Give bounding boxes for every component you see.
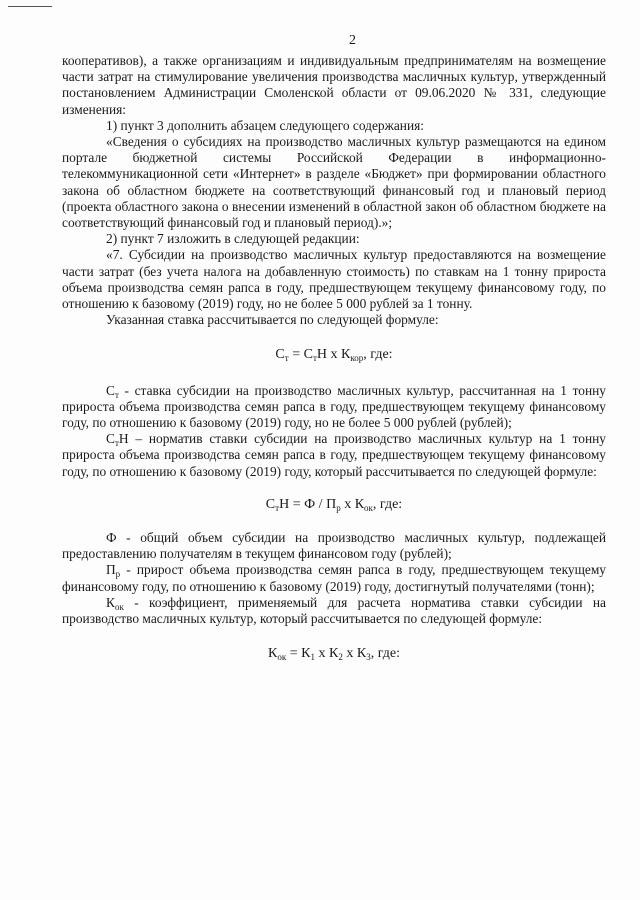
paragraph-intro: кооперативов), а также организациям и индивидуальным предпринимателям на возмещение части затрат на стимулирование увеличения производства масличных культур, утвержденный постановлением Администрации Смоленской области от 09.06.2020 № 331, следующие изменения: (62, 53, 606, 117)
paragraph-item-1: 1) пункт 3 дополнить абзацем следующего содержания: (106, 117, 425, 133)
definition-total-volume: Ф - общий объем субсидии на производство масличных культур, подлежащей предоставлению получателям в текущем финансовом году (рублей); (62, 530, 606, 562)
page-number: 2 (349, 33, 356, 48)
paragraph-formula-intro: Указанная ставка рассчитывается по следующей формуле: (106, 312, 439, 328)
definition-rate: $С_т$ - ставка субсидии на производство масличных культур, рассчитанная на 1 тонну прироста объема производства семян рапса в году, предшествующем текущему финансовому году, по отношению к базовому (2019) году, но не более 5 000 рублей (рублей); (62, 382, 606, 431)
document-body (62, 53, 606, 663)
definition-coefficient: $К_{ок}$ - коэффициент, применяемый для расчета норматива ставки субсидии на производство масличных культур, который рассчитывается по следующей формуле: (62, 594, 606, 627)
paragraph-item-2: 2) пункт 7 изложить в следующей редакции: (106, 231, 360, 247)
formula-rate: $С_т = С_тН$ х $К_{кор}$, где: (275, 347, 393, 364)
paragraph-point-7: «7. Субсидии на производство масличных культур предоставляются на возмещение части затрат (без учета налога на добавленную стоимость) по ставкам на 1 тонну прироста объема производства семян рапса в году, предшествующем текущему финансовому году, по отношению к базовому (2019) году, но не более 5 000 рублей за 1 тонну. (62, 247, 606, 312)
definition-rate-norm: $С_тН$ – норматив ставки субсидии на производство масличных культур на 1 тонну прироста объема производства семян рапса в году, предшествующем текущему финансовому году, по отношению к базовому (2019) году, который рассчитывается по следующей формуле: (62, 431, 606, 479)
scan-edge-mark (8, 6, 52, 7)
paragraph-quote-subsidy-info: «Сведения о субсидиях на производство масличных культур размещаются на едином портале бюджетной системы Российской Федерации в информационно-телекоммуникационной сети «Интернет» в разделе «Бюджет» при формировании областного закона об областном бюджете на соответствующий финансовый год и плановый период (проекта областного закона о внесении изменений в областной закон об областном бюджете на соответствующий финансовый год и плановый период).»; (62, 134, 606, 231)
formula-coefficient: $К_{ок} = К_1$ х $К_2$ х $К_3$, где: (268, 646, 400, 663)
formula-rate-norm: $С_тН = Ф / П_р$ х $К_{ок}$, где: (265, 496, 403, 513)
definition-growth: $П_р$ - прирост объема производства семян рапса в году, предшествующем текущему финансовому году, по отношению к базовому (2019) году, достигнутый получателями (тонн); (62, 562, 606, 594)
